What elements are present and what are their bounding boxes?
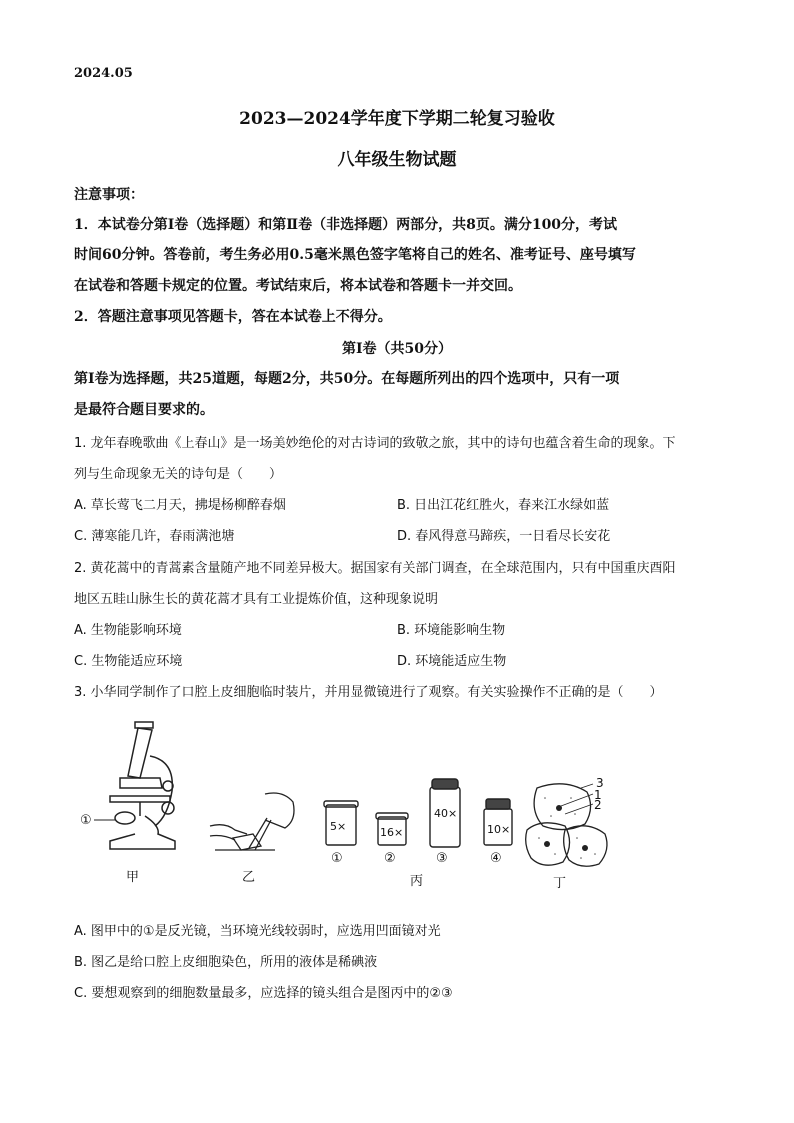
q1-option-d: D. 春风得意马蹄疾，一日看尽长安花 xyxy=(397,529,611,544)
lens-2-number: ② xyxy=(384,851,396,866)
q1-option-b: B. 日出江花红胜火，春来江水绿如蓝 xyxy=(397,498,610,513)
q2-option-c: C. 生物能适应环境 xyxy=(74,654,183,669)
lens-3-mag: 40× xyxy=(434,807,458,820)
lens-3-number: ③ xyxy=(436,851,448,866)
q1-stem-line-1: 1. 龙年春晚歌曲《上春山》是一场美妙绝伦的对古诗词的致敬之旅，其中的诗句也蕴含着生命的现象。下 xyxy=(74,436,676,451)
lens-2-mag: 16× xyxy=(380,826,404,839)
cell-label-3: 3 xyxy=(596,776,604,790)
lens-1-number: ① xyxy=(331,851,343,866)
notice-item-1-line-1: 1．本试卷分第Ⅰ卷（选择题）和第Ⅱ卷（非选择题）两部分，共8页。满分100分，考试 xyxy=(74,217,618,233)
q1-option-c: C. 薄寒能几许，春雨满池塘 xyxy=(74,529,235,544)
lens-4-mag: 10× xyxy=(487,823,511,836)
lens-4-number: ④ xyxy=(490,851,502,866)
microscope-figure xyxy=(80,716,190,861)
q1-option-a: A. 草长莺飞二月天，拂堤杨柳醉春烟 xyxy=(74,498,286,513)
q2-stem-line-2: 地区五眭山脉生长的黄花蒿才具有工业提炼价值，这种现象说明 xyxy=(74,592,439,607)
section-1-desc-line-2: 是最符合题目要求的。 xyxy=(74,402,214,418)
notice-item-2: 2．答题注意事项见答题卡，答在本试卷上不得分。 xyxy=(74,309,392,325)
q3-option-a: A. 图甲中的①是反光镜，当环境光线较弱时，应选用凹面镜对光 xyxy=(74,924,441,939)
q3-option-c: C. 要想观察到的细胞数量最多，应选择的镜头组合是图丙中的②③ xyxy=(74,986,453,1001)
q1-stem-line-2: 列与生命现象无关的诗句是（ ） xyxy=(74,467,283,482)
cell-label-1: 1 xyxy=(594,788,602,802)
q3-stem-line-1: 3. 小华同学制作了口腔上皮细胞临时装片，并用显微镜进行了观察。有关实验操作不正确的是（ ） xyxy=(74,685,663,700)
exam-title: 2023—2024学年度下学期二轮复习验收 xyxy=(239,109,555,129)
q3-option-b: B. 图乙是给口腔上皮细胞染色，所用的液体是稀碘液 xyxy=(74,955,378,970)
q2-option-d: D. 环境能适应生物 xyxy=(397,654,507,669)
mirror-marker: ① xyxy=(80,813,92,828)
notice-item-1-line-3: 在试卷和答题卡规定的位置。考试结束后，将本试卷和答题卡一并交回。 xyxy=(74,278,522,294)
section-1-desc-line-1: 第Ⅰ卷为选择题，共25道题，每题2分，共50分。在每题所列出的四个选项中，只有一项 xyxy=(74,371,620,387)
lens-1-mag: 5× xyxy=(330,820,347,833)
section-1-title: 第Ⅰ卷（共50分） xyxy=(341,341,453,357)
staining-figure xyxy=(205,790,305,860)
exam-subtitle: 八年级生物试题 xyxy=(337,150,457,170)
notice-heading: 注意事项： xyxy=(74,187,144,203)
q2-stem-line-1: 2. 黄花蒿中的青蒿素含量随产地不同差异极大。据国家有关部门调查，在全球范围内，只有中国重庆酉阳 xyxy=(74,561,676,576)
figure-label-ding: 丁 xyxy=(553,876,567,891)
figure-label-jia: 甲 xyxy=(126,870,140,885)
q2-option-b: B. 环境能影响生物 xyxy=(397,623,506,638)
figure-label-yi: 乙 xyxy=(242,870,256,885)
notice-item-1-line-2: 时间60分钟。答卷前，考生务必用0.5毫米黑色签字笔将自己的姓名、准考证号、座号填写 xyxy=(74,247,636,263)
cell-label-2: 2 xyxy=(594,798,602,812)
q2-option-a: A. 生物能影响环境 xyxy=(74,623,182,638)
exam-date: 2024.05 xyxy=(74,66,133,81)
lenses-figure xyxy=(322,775,517,850)
figure-label-bing: 丙 xyxy=(410,874,424,889)
